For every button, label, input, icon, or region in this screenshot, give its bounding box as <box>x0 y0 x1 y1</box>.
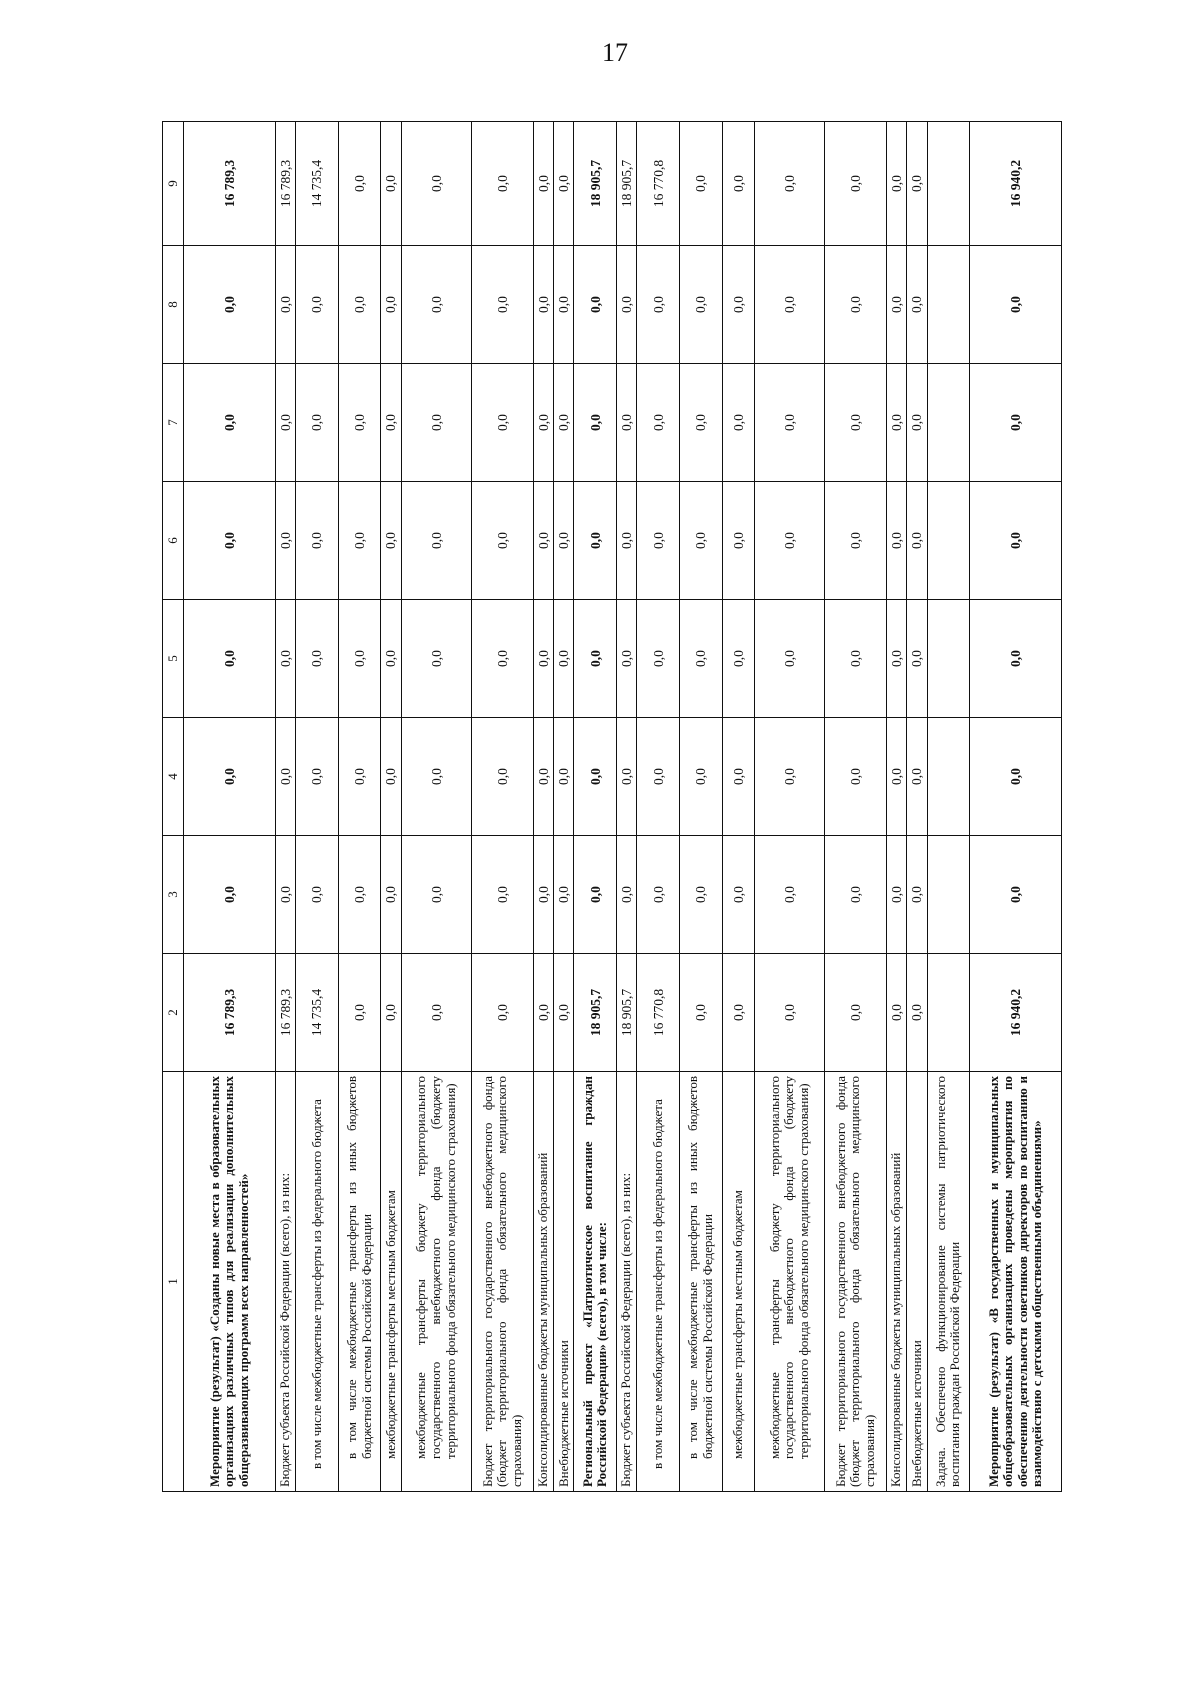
cell-col-8: 0,0 <box>401 246 471 364</box>
cell-col-2: 16 789,3 <box>184 954 276 1072</box>
cell-col-9: 0,0 <box>533 122 553 246</box>
cell-col-4: 0,0 <box>533 718 553 836</box>
cell-col-6: 0,0 <box>533 482 553 600</box>
cell-col-6: 0,0 <box>574 482 617 600</box>
cell-col-5: 0,0 <box>825 600 887 718</box>
cell-col-4: 0,0 <box>722 718 754 836</box>
column-header-8: 8 <box>163 246 184 364</box>
column-header-4: 4 <box>163 718 184 836</box>
row-label: Мероприятие (результат) «Созданы новые места в образовательных организациях различных типов для реализации дополнительных общеразвивающих программ всех направленностей» <box>184 1072 276 1492</box>
cell-col-4: 0,0 <box>554 718 574 836</box>
cell-col-6: 0,0 <box>554 482 574 600</box>
column-header-7: 7 <box>163 364 184 482</box>
cell-col-6: 0,0 <box>637 482 680 600</box>
table-row <box>637 122 680 1492</box>
cell-col-7: 0,0 <box>338 364 381 482</box>
row-label: межбюджетные трансферты бюджету территориального государственного внебюджетного фонда (бюджету территориального фонда обязательного медицинского страхования) <box>754 1072 824 1492</box>
cell-col-9: 0,0 <box>722 122 754 246</box>
cell-col-4: 0,0 <box>825 718 887 836</box>
cell-col-8: 0,0 <box>533 246 553 364</box>
row-label: в том числе межбюджетные трансферты из федерального бюджета <box>296 1072 339 1492</box>
row-label: в том числе межбюджетные трансферты из иных бюджетов бюджетной системы Российской Федерации <box>338 1072 381 1492</box>
cell-col-2: 0,0 <box>907 954 927 1072</box>
cell-col-7: 0,0 <box>184 364 276 482</box>
table-row <box>886 122 906 1492</box>
row-label: Региональный проект «Патриотическое воспитание граждан Российской Федерации» (всего), в том числе: <box>574 1072 617 1492</box>
cell-col-5: 0,0 <box>886 600 906 718</box>
cell-col-6: 0,0 <box>886 482 906 600</box>
cell-col-3: 0,0 <box>184 836 276 954</box>
cell-col-8: 0,0 <box>617 246 637 364</box>
table-row <box>825 122 887 1492</box>
cell-col-7: 0,0 <box>680 364 723 482</box>
cell-col-6: 0,0 <box>825 482 887 600</box>
table-row <box>680 122 723 1492</box>
cell-col-7: 0,0 <box>296 364 339 482</box>
cell-col-5: 0,0 <box>574 600 617 718</box>
table-row <box>533 122 553 1492</box>
cell-col-3: 0,0 <box>275 836 295 954</box>
cell-col-7: 0,0 <box>970 364 1062 482</box>
cell-col-6: 0,0 <box>338 482 381 600</box>
cell-col-2: 0,0 <box>533 954 553 1072</box>
cell-col-5: 0,0 <box>533 600 553 718</box>
cell-col-2: 0,0 <box>554 954 574 1072</box>
cell-col-6: 0,0 <box>722 482 754 600</box>
cell-col-3: 0,0 <box>533 836 553 954</box>
cell-col-4: 0,0 <box>907 718 927 836</box>
row-label: Бюджет субъекта Российской Федерации (всего), из них: <box>617 1072 637 1492</box>
cell-col-5: 0,0 <box>184 600 276 718</box>
cell-col-6: 0,0 <box>907 482 927 600</box>
table-row <box>754 122 824 1492</box>
cell-col-8: 0,0 <box>907 246 927 364</box>
cell-col-9: 0,0 <box>680 122 723 246</box>
cell-col-3: 0,0 <box>401 836 471 954</box>
cell-col-8: 0,0 <box>184 246 276 364</box>
cell-col-5: 0,0 <box>296 600 339 718</box>
cell-col-2: 0,0 <box>472 954 534 1072</box>
cell-col-6: 0,0 <box>275 482 295 600</box>
cell-col-8: 0,0 <box>680 246 723 364</box>
cell-col-2: 0,0 <box>338 954 381 1072</box>
column-header-2: 2 <box>163 954 184 1072</box>
cell-col-5: 0,0 <box>275 600 295 718</box>
row-label: Бюджет территориального государственного внебюджетного фонда (бюджет территориального фонда обязательного медицинского страхования) <box>825 1072 887 1492</box>
cell-col-9: 16 940,2 <box>970 122 1062 246</box>
cell-col-8: 0,0 <box>722 246 754 364</box>
cell-col-2: 0,0 <box>886 954 906 1072</box>
cell-col-7: 0,0 <box>722 364 754 482</box>
cell-col-2: 0,0 <box>825 954 887 1072</box>
cell-col-3 <box>927 836 970 954</box>
table-row <box>907 122 927 1492</box>
cell-col-5: 0,0 <box>722 600 754 718</box>
cell-col-6: 0,0 <box>617 482 637 600</box>
cell-col-7 <box>927 364 970 482</box>
cell-col-3: 0,0 <box>381 836 401 954</box>
row-label: межбюджетные трансферты местным бюджетам <box>722 1072 754 1492</box>
table-body <box>184 122 1062 1492</box>
cell-col-3: 0,0 <box>472 836 534 954</box>
row-label: Консолидированные бюджеты муниципальных образований <box>886 1072 906 1492</box>
cell-col-8: 0,0 <box>338 246 381 364</box>
row-label: Бюджет субъекта Российской Федерации (всего), из них: <box>275 1072 295 1492</box>
cell-col-3: 0,0 <box>680 836 723 954</box>
cell-col-5: 0,0 <box>754 600 824 718</box>
cell-col-7: 0,0 <box>533 364 553 482</box>
budget-table <box>162 121 1062 1492</box>
cell-col-4: 0,0 <box>637 718 680 836</box>
cell-col-3: 0,0 <box>617 836 637 954</box>
cell-col-8: 0,0 <box>754 246 824 364</box>
cell-col-5: 0,0 <box>637 600 680 718</box>
table-row <box>275 122 295 1492</box>
row-label: в том числе межбюджетные трансферты из иных бюджетов бюджетной системы Российской Федерации <box>680 1072 723 1492</box>
cell-col-3: 0,0 <box>825 836 887 954</box>
cell-col-5: 0,0 <box>680 600 723 718</box>
cell-col-6: 0,0 <box>296 482 339 600</box>
column-header-5: 5 <box>163 600 184 718</box>
cell-col-2: 0,0 <box>680 954 723 1072</box>
row-label: Внебюджетные источники <box>554 1072 574 1492</box>
cell-col-7: 0,0 <box>574 364 617 482</box>
table-row <box>338 122 381 1492</box>
table-row <box>722 122 754 1492</box>
page-number: 17 <box>602 38 628 67</box>
cell-col-4: 0,0 <box>184 718 276 836</box>
row-label: Внебюджетные источники <box>907 1072 927 1492</box>
cell-col-3: 0,0 <box>637 836 680 954</box>
cell-col-6: 0,0 <box>472 482 534 600</box>
cell-col-7: 0,0 <box>825 364 887 482</box>
row-label: Задача. Обеспечено функционирование системы патриотического воспитания граждан Российской Федерации <box>927 1072 970 1492</box>
cell-col-5: 0,0 <box>617 600 637 718</box>
column-header-9: 9 <box>163 122 184 246</box>
cell-col-9: 0,0 <box>825 122 887 246</box>
cell-col-8: 0,0 <box>970 246 1062 364</box>
cell-col-3: 0,0 <box>754 836 824 954</box>
cell-col-2: 0,0 <box>381 954 401 1072</box>
cell-col-5 <box>927 600 970 718</box>
cell-col-3: 0,0 <box>574 836 617 954</box>
table-row <box>296 122 339 1492</box>
cell-col-8: 0,0 <box>574 246 617 364</box>
cell-col-7: 0,0 <box>401 364 471 482</box>
column-header-6: 6 <box>163 482 184 600</box>
cell-col-2: 0,0 <box>754 954 824 1072</box>
cell-col-9: 0,0 <box>381 122 401 246</box>
cell-col-5: 0,0 <box>554 600 574 718</box>
cell-col-9: 0,0 <box>554 122 574 246</box>
cell-col-7: 0,0 <box>381 364 401 482</box>
cell-col-3: 0,0 <box>722 836 754 954</box>
cell-col-5: 0,0 <box>338 600 381 718</box>
table-row <box>574 122 617 1492</box>
cell-col-6: 0,0 <box>680 482 723 600</box>
cell-col-7: 0,0 <box>554 364 574 482</box>
cell-col-4: 0,0 <box>574 718 617 836</box>
row-label: межбюджетные трансферты местным бюджетам <box>381 1072 401 1492</box>
cell-col-9: 0,0 <box>338 122 381 246</box>
cell-col-8: 0,0 <box>825 246 887 364</box>
column-header-3: 3 <box>163 836 184 954</box>
cell-col-8: 0,0 <box>554 246 574 364</box>
cell-col-4: 0,0 <box>275 718 295 836</box>
cell-col-7: 0,0 <box>886 364 906 482</box>
cell-col-9: 0,0 <box>886 122 906 246</box>
table-row <box>381 122 401 1492</box>
cell-col-7: 0,0 <box>907 364 927 482</box>
cell-col-6: 0,0 <box>754 482 824 600</box>
header-row <box>163 122 184 1492</box>
cell-col-3: 0,0 <box>907 836 927 954</box>
cell-col-9: 18 905,7 <box>574 122 617 246</box>
cell-col-7: 0,0 <box>617 364 637 482</box>
cell-col-5: 0,0 <box>907 600 927 718</box>
cell-col-7: 0,0 <box>637 364 680 482</box>
table-row <box>401 122 471 1492</box>
row-label: в том числе межбюджетные трансферты из федерального бюджета <box>637 1072 680 1492</box>
row-label: Мероприятие (результат) «В государственных и муниципальных общеобразовательных организациях проведены мероприятия по обеспечению деятельности советников директоров по воспитанию и взаимодействию с детскими общественными объединениями» <box>970 1072 1062 1492</box>
table-row <box>554 122 574 1492</box>
cell-col-2 <box>927 954 970 1072</box>
cell-col-4: 0,0 <box>680 718 723 836</box>
cell-col-4: 0,0 <box>296 718 339 836</box>
cell-col-3: 0,0 <box>554 836 574 954</box>
table-row <box>617 122 637 1492</box>
cell-col-5: 0,0 <box>472 600 534 718</box>
cell-col-2: 0,0 <box>722 954 754 1072</box>
cell-col-3: 0,0 <box>970 836 1062 954</box>
cell-col-7: 0,0 <box>275 364 295 482</box>
cell-col-4: 0,0 <box>338 718 381 836</box>
cell-col-9: 0,0 <box>754 122 824 246</box>
rotated-table-container <box>162 122 1062 1492</box>
cell-col-4: 0,0 <box>472 718 534 836</box>
cell-col-8: 0,0 <box>275 246 295 364</box>
cell-col-6: 0,0 <box>401 482 471 600</box>
cell-col-4: 0,0 <box>401 718 471 836</box>
column-header-1: 1 <box>163 1072 184 1492</box>
cell-col-9: 0,0 <box>401 122 471 246</box>
cell-col-2: 0,0 <box>401 954 471 1072</box>
cell-col-8: 0,0 <box>381 246 401 364</box>
cell-col-9: 0,0 <box>472 122 534 246</box>
row-label: межбюджетные трансферты бюджету территориального государственного внебюджетного фонда (бюджету территориального фонда обязательного медицинского страхования) <box>401 1072 471 1492</box>
cell-col-2: 16 770,8 <box>637 954 680 1072</box>
cell-col-9: 0,0 <box>907 122 927 246</box>
table-row <box>970 122 1062 1492</box>
cell-col-4 <box>927 718 970 836</box>
cell-col-9: 16 770,8 <box>637 122 680 246</box>
cell-col-4: 0,0 <box>617 718 637 836</box>
row-label: Консолидированные бюджеты муниципальных образований <box>533 1072 553 1492</box>
cell-col-9 <box>927 122 970 246</box>
cell-col-5: 0,0 <box>970 600 1062 718</box>
cell-col-9: 16 789,3 <box>275 122 295 246</box>
cell-col-6 <box>927 482 970 600</box>
cell-col-7: 0,0 <box>472 364 534 482</box>
cell-col-9: 16 789,3 <box>184 122 276 246</box>
cell-col-4: 0,0 <box>970 718 1062 836</box>
cell-col-4: 0,0 <box>886 718 906 836</box>
cell-col-9: 14 735,4 <box>296 122 339 246</box>
cell-col-6: 0,0 <box>184 482 276 600</box>
cell-col-3: 0,0 <box>338 836 381 954</box>
cell-col-9: 18 905,7 <box>617 122 637 246</box>
cell-col-5: 0,0 <box>401 600 471 718</box>
cell-col-8: 0,0 <box>637 246 680 364</box>
cell-col-8 <box>927 246 970 364</box>
cell-col-3: 0,0 <box>886 836 906 954</box>
cell-col-8: 0,0 <box>296 246 339 364</box>
table-row <box>184 122 276 1492</box>
cell-col-3: 0,0 <box>296 836 339 954</box>
cell-col-4: 0,0 <box>754 718 824 836</box>
cell-col-8: 0,0 <box>886 246 906 364</box>
cell-col-2: 16 789,3 <box>275 954 295 1072</box>
cell-col-2: 14 735,4 <box>296 954 339 1072</box>
cell-col-6: 0,0 <box>970 482 1062 600</box>
cell-col-2: 18 905,7 <box>574 954 617 1072</box>
cell-col-7: 0,0 <box>754 364 824 482</box>
cell-col-2: 18 905,7 <box>617 954 637 1072</box>
cell-col-2: 16 940,2 <box>970 954 1062 1072</box>
cell-col-5: 0,0 <box>381 600 401 718</box>
cell-col-6: 0,0 <box>381 482 401 600</box>
table-row <box>472 122 534 1492</box>
table-row <box>927 122 970 1492</box>
row-label: Бюджет территориального государственного внебюджетного фонда (бюджет территориального фонда обязательного медицинского страхования) <box>472 1072 534 1492</box>
cell-col-8: 0,0 <box>472 246 534 364</box>
cell-col-4: 0,0 <box>381 718 401 836</box>
